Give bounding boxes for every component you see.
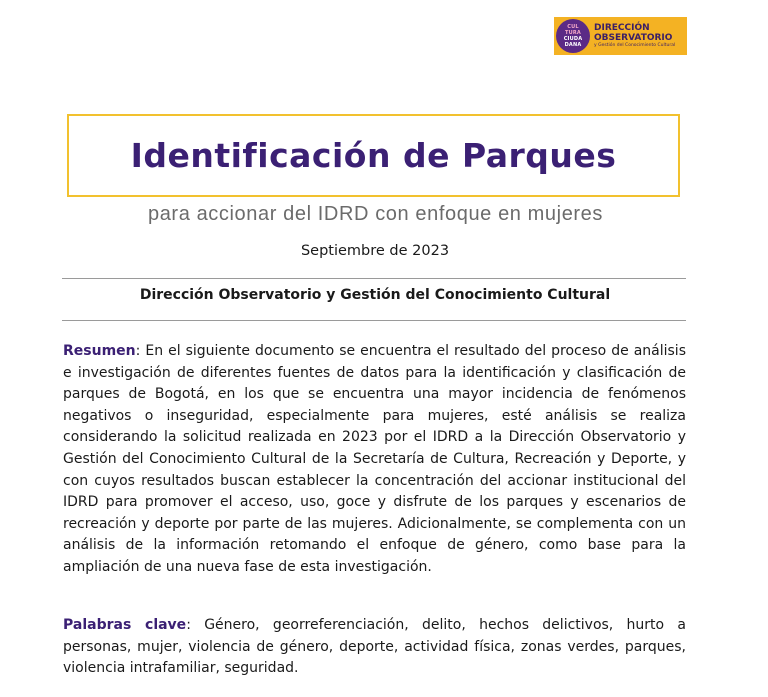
logo-emblem-line: CIUDA	[563, 36, 583, 42]
logo-emblem	[556, 19, 590, 53]
logo-text	[594, 23, 675, 49]
logo-line-3: y Gestión del Conocimiento Cultural	[594, 43, 676, 48]
logo-emblem-line: CUL	[567, 24, 579, 30]
keywords-paragraph	[63, 615, 686, 680]
abstract-label: Resumen	[63, 343, 136, 359]
logo-emblem-line: TURA	[565, 30, 581, 36]
document-date: Septiembre de 2023	[300, 243, 450, 259]
divider-bottom	[62, 320, 686, 321]
title-box	[67, 114, 680, 197]
document-subtitle: para accionar del IDRD con enfoque en mujeres	[147, 203, 604, 225]
logo	[554, 17, 687, 55]
keywords-text: : Género, georreferenciación, delito, hechos delictivos, hurto a personas, mujer, violencia de género, deporte, actividad física, zonas verdes, parques, violencia intrafamiliar, seguridad.	[63, 617, 686, 677]
document-title: Identificación de Parques	[130, 136, 617, 175]
logo-line-1: DIRECCIÓN	[594, 23, 650, 33]
abstract-paragraph	[63, 341, 686, 579]
logo-line-2: OBSERVATORIO	[594, 33, 673, 43]
divider-top	[62, 278, 686, 279]
department-name: Dirección Observatorio y Gestión del Conocimiento Cultural	[139, 287, 611, 303]
logo-emblem-line: DANA	[564, 42, 582, 48]
abstract-text: : En el siguiente documento se encuentra el resultado del proceso de análisis e investigación de diferentes fuentes de datos para la identificación y clasificación de parques de Bogotá, en los que se encuentra una mayor incidencia de fenómenos negativos o inseguridad, especialmente para mujeres, esté análisis se realiza considerando la solicitud realizada en 2023 por el IDRD a la Dirección Observatorio y Gestión del Conocimiento Cultural de la Secretaría de Cultura, Recreación y Deporte, y con cuyos resultados buscan establecer la concentración del accionar institucional del IDRD para promover el acceso, uso, goce y disfrute de los parques y escenarios de recreación y deporte por parte de las mujeres. Adicionalmente, se complementa con un análisis de la información retomando el enfoque de género, como base para la ampliación de una nueva fase de esta investigación.	[63, 343, 686, 575]
keywords-label: Palabras clave	[63, 617, 187, 633]
